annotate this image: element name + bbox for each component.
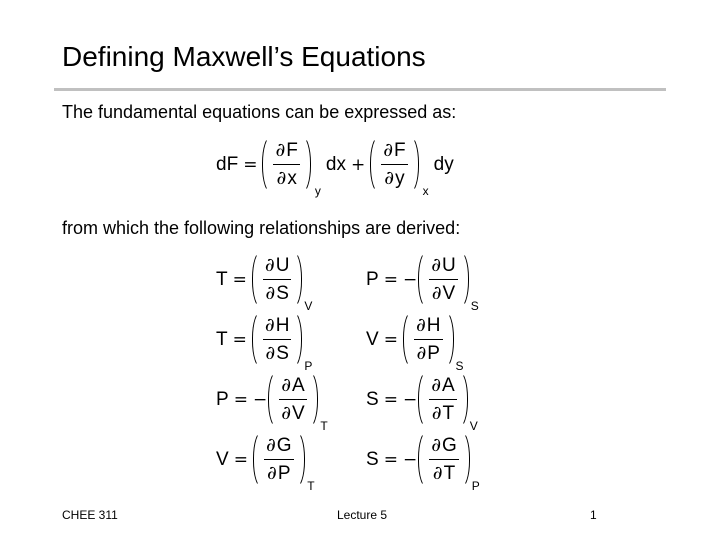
numerator-variable: A [442,375,455,396]
equals-sign: = [233,449,248,470]
right-paren [293,251,302,308]
denominator-variable: V [292,403,305,424]
equals-sign: = [232,269,247,290]
numerator [381,139,407,164]
right-paren [309,371,318,428]
partial-symbol: ∂ [431,402,442,424]
held-constant-subscript: T [307,479,315,493]
denominator [263,280,291,305]
right-paren [302,136,311,193]
numerator [429,434,459,459]
right-paren [460,251,469,308]
numerator-variable: F [394,140,406,161]
relation-lhs: V [216,448,229,470]
held-constant-subscript: S [470,299,479,313]
right-paren [296,431,305,488]
fraction [429,254,458,305]
relation-lhs: T [216,328,228,350]
left-paren [418,251,427,308]
footer-course: CHEE 311 [62,508,118,522]
held-constant-subscript: V [304,299,313,313]
numerator-variable: U [275,255,290,276]
fraction [414,314,443,365]
numerator [273,139,299,164]
denominator-variable: T [443,463,456,484]
partial-symbol: ∂ [432,462,443,484]
denominator-variable: y [395,168,405,189]
partial-derivative-term-1 [262,139,321,198]
partial-symbol: ∂ [276,167,287,189]
denominator-variable: x [287,168,297,189]
right-paren [445,311,454,368]
fraction [381,139,407,190]
denominator-variable: P [277,463,291,484]
numerator-variable: H [275,315,290,336]
partial-symbol: ∂ [384,167,395,189]
partial-symbol: ∂ [281,402,292,424]
partial-symbol: ∂ [275,139,286,161]
equals-sign: = [383,389,398,410]
relation-lhs: S [366,388,379,410]
fraction [264,434,294,485]
partial-derivative [253,434,315,493]
equals-sign: = [243,154,258,175]
minus-sign: − [402,389,418,410]
numerator [429,254,458,279]
equals-sign: = [383,269,398,290]
numerator [264,434,294,459]
right-paren [293,311,302,368]
numerator-variable: G [442,435,457,456]
maxwell-relation-8 [366,434,480,493]
denominator [265,460,293,485]
left-paren [268,371,277,428]
denominator [274,165,298,190]
partial-symbol: ∂ [431,374,442,396]
equals-sign: = [232,329,247,350]
partial-derivative [268,374,328,433]
left-paren [252,311,261,368]
held-constant-subscript: x [422,184,429,198]
intro-text: The fundamental equations can be expressed as: [62,102,457,122]
denominator-variable: S [276,283,289,304]
plus-sign: + [350,154,366,175]
relation-lhs: T [216,268,228,290]
numerator [414,314,443,339]
footer-lecture: Lecture 5 [337,508,388,522]
slide-title: Defining Maxwell’s Equations [62,41,426,72]
fraction [273,139,299,190]
partial-symbol: ∂ [415,314,426,336]
relation-lhs: V [366,328,379,350]
partial-symbol: ∂ [264,314,275,336]
partial-symbol: ∂ [264,254,275,276]
footer-page-number: 1 [590,508,597,522]
partial-symbol: ∂ [431,434,442,456]
held-constant-subscript: V [469,419,478,433]
denominator [382,165,406,190]
held-constant-subscript: y [314,184,321,198]
maxwell-relation-6 [366,374,478,433]
partial-derivative [418,254,479,313]
left-paren [418,371,427,428]
right-paren [459,371,468,428]
right-paren [461,431,470,488]
numerator [429,374,457,399]
partial-derivative [252,314,313,373]
partial-derivative [418,434,480,493]
maxwell-relation-5 [216,374,328,433]
numerator-variable: H [426,315,441,336]
partial-symbol: ∂ [431,282,442,304]
minus-sign: − [402,269,418,290]
left-paren [253,431,262,488]
fraction [429,374,457,425]
numerator-variable: U [442,255,456,276]
maxwell-relation-3 [216,314,313,373]
relation-lhs: P [216,388,229,410]
denominator [263,340,291,365]
denominator [430,280,458,305]
partial-symbol: ∂ [281,374,292,396]
numerator [263,254,292,279]
equals-sign: = [383,449,398,470]
fraction [279,374,307,425]
denominator [431,460,457,485]
partial-symbol: ∂ [265,342,276,364]
minus-sign: − [252,389,268,410]
numerator [279,374,307,399]
partial-symbol: ∂ [416,342,427,364]
partial-symbol: ∂ [431,254,442,276]
partial-derivative [252,254,313,313]
equals-sign: = [383,329,398,350]
differential-dy: dy [433,153,454,175]
partial-symbol: ∂ [265,434,276,456]
right-paren [410,136,419,193]
held-constant-subscript: T [320,419,328,433]
partial-symbol: ∂ [383,139,394,161]
denominator-variable: V [442,283,456,304]
fundamental-equation [216,139,454,198]
equals-sign: = [233,389,248,410]
relation-lhs: S [366,448,379,470]
maxwell-relation-1 [216,254,313,313]
denominator [414,340,442,365]
maxwell-relation-7 [216,434,315,493]
maxwell-relation-2 [366,254,479,313]
held-constant-subscript: S [455,359,464,373]
numerator-variable: A [292,375,305,396]
held-constant-subscript: P [304,359,313,373]
partial-symbol: ∂ [265,282,276,304]
held-constant-subscript: P [471,479,480,493]
denominator-variable: P [427,343,440,364]
fundamental-lhs: dF [216,153,239,175]
fraction [263,314,292,365]
left-paren [262,136,271,193]
differential-dx: dx [325,153,346,175]
partial-derivative-term-2 [370,139,429,198]
minus-sign: − [402,449,418,470]
denominator-variable: T [442,403,455,424]
numerator [263,314,292,339]
denominator [430,400,456,425]
left-paren [403,311,412,368]
left-paren [418,431,427,488]
partial-symbol: ∂ [266,462,277,484]
title-underline [54,88,666,91]
fraction [263,254,292,305]
denominator [279,400,307,425]
maxwell-relation-4 [366,314,464,373]
numerator-variable: F [286,140,298,161]
relation-lhs: P [366,268,379,290]
left-paren [370,136,379,193]
fraction [429,434,459,485]
numerator-variable: G [276,435,292,456]
partial-derivative [418,374,478,433]
denominator-variable: S [276,343,289,364]
derived-intro-text: from which the following relationships are derived: [62,218,461,238]
left-paren [252,251,261,308]
partial-derivative [403,314,464,373]
